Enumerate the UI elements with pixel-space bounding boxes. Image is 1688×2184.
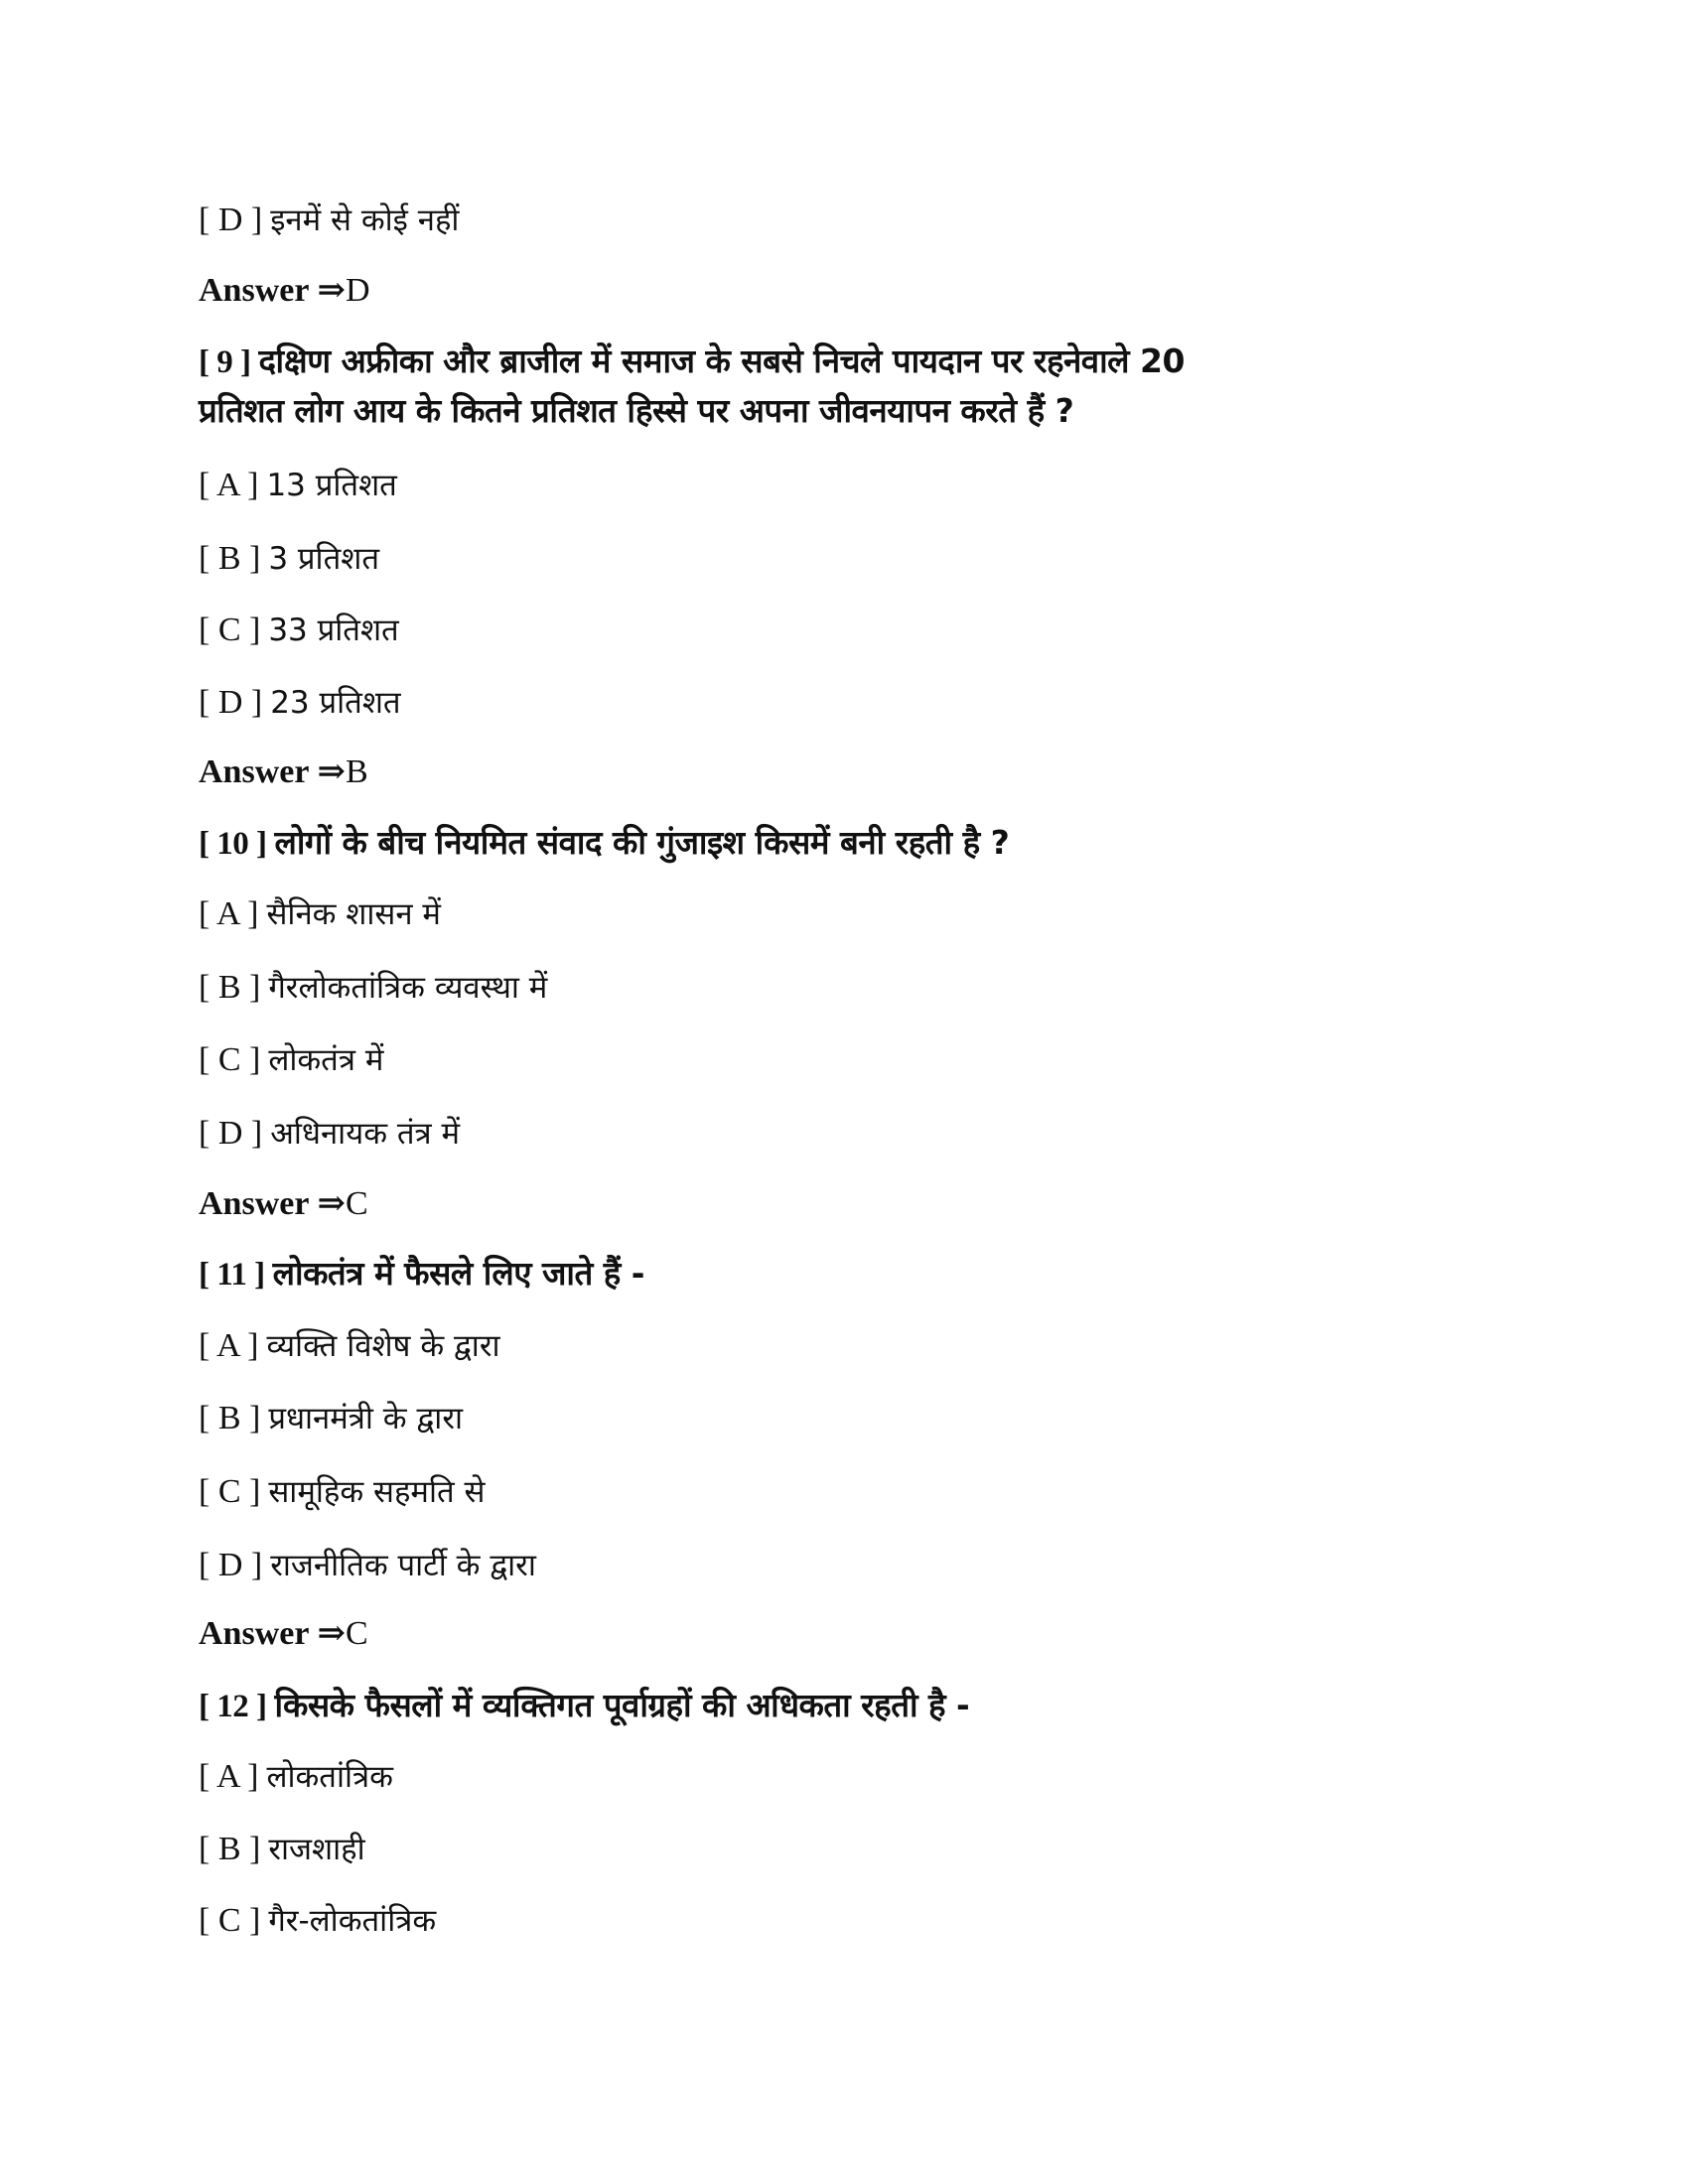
answer-label: Answer (199, 1185, 310, 1222)
option-item (199, 1755, 393, 1799)
question-number: [ 11 ] (199, 1257, 265, 1293)
option-item (199, 892, 441, 936)
option-text: व्यक्ति विशेष के द्वारा (266, 1328, 500, 1364)
option-tag: [ C ] (199, 612, 261, 648)
option-tag: [ B ] (199, 540, 261, 577)
answer-label: Answer (199, 1615, 310, 1652)
answer-label: Answer (199, 272, 310, 309)
answer-line (199, 1612, 368, 1656)
answer-value: C (345, 1615, 368, 1652)
question-text: प्रतिशत लोग आय के कितने प्रतिशत हिस्से पर अपना जीवनयापन करते हैं ? (199, 391, 1074, 430)
question-9-title-cont (199, 389, 1073, 433)
option-tag: [ C ] (199, 1902, 261, 1939)
option-text: गैरलोकतांत्रिक व्यवस्था में (268, 970, 548, 1006)
option-tag: [ A ] (199, 895, 259, 932)
option-text: प्रधानमंत्री के द्वारा (268, 1401, 464, 1436)
question-text: किसके फैसलों में व्यक्तिगत पूर्वाग्रहों की अधिकता रहती है - (274, 1686, 970, 1724)
double-arrow-icon: ⇒ (317, 1185, 346, 1222)
option-item (199, 1038, 383, 1082)
option-tag: [ B ] (199, 969, 261, 1006)
question-number: [ 9 ] (199, 344, 251, 380)
option-item (199, 1470, 485, 1514)
question-12-title (199, 1684, 969, 1728)
option-tag: [ C ] (199, 1473, 261, 1510)
answer-value: C (345, 1185, 368, 1222)
option-item (199, 1324, 500, 1368)
option-text: अधिनायक तंत्र में (270, 1116, 461, 1152)
option-tag: [ D ] (199, 1547, 263, 1583)
option-item (199, 966, 547, 1010)
option-item (199, 609, 399, 652)
question-text: लोकतंत्र में फैसले लिए जाते हैं - (272, 1254, 644, 1293)
answer-line (199, 1182, 368, 1226)
option-item (199, 1899, 436, 1943)
option-text: इनमें से कोई नहीं (270, 203, 460, 238)
option-item (199, 537, 379, 581)
option-text: सामूहिक सहमति से (268, 1474, 486, 1510)
option-item (199, 1828, 365, 1871)
question-text: दक्षिण अफ्रीका और ब्राजील में समाज के सबसे निचले पायदान पर रहनेवाले 20 (258, 341, 1185, 380)
double-arrow-icon: ⇒ (317, 753, 346, 790)
question-11-title (199, 1252, 644, 1297)
option-text: राजशाही (268, 1832, 365, 1867)
option-text: 13 प्रतिशत (266, 468, 397, 503)
option-item (199, 1112, 460, 1156)
option-tag: [ D ] (199, 1115, 263, 1152)
answer-line (199, 751, 368, 794)
option-text: गैर-लोकतांत्रिक (268, 1903, 437, 1939)
option-tag: [ C ] (199, 1041, 261, 1078)
option-tag: [ D ] (199, 684, 263, 721)
option-text: 23 प्रतिशत (270, 685, 401, 721)
double-arrow-icon: ⇒ (317, 272, 346, 309)
option-tag: [ A ] (199, 467, 259, 503)
double-arrow-icon: ⇒ (317, 1615, 346, 1652)
option-tag: [ D ] (199, 202, 263, 238)
option-text: 3 प्रतिशत (268, 541, 379, 577)
option-item (199, 1397, 463, 1440)
question-text: लोगों के बीच नियमित संवाद की गुंजाइश किसमें बनी रहती है ? (274, 823, 1010, 862)
option-item (199, 1544, 536, 1587)
question-number: [ 12 ] (199, 1689, 267, 1724)
answer-label: Answer (199, 753, 310, 790)
option-text: राजनीतिक पार्टी के द्वारा (270, 1548, 536, 1583)
option-tag: [ A ] (199, 1327, 259, 1364)
option-item (199, 199, 459, 242)
answer-value: D (345, 272, 370, 309)
option-text: लोकतांत्रिक (266, 1759, 393, 1795)
answer-value: B (345, 753, 368, 790)
option-tag: [ A ] (199, 1758, 259, 1795)
option-text: लोकतंत्र में (268, 1042, 384, 1078)
option-item (199, 681, 401, 725)
option-tag: [ B ] (199, 1400, 261, 1436)
option-item (199, 464, 397, 507)
question-10-title (199, 821, 1009, 866)
option-text: 33 प्रतिशत (268, 613, 399, 648)
answer-line (199, 269, 370, 313)
option-tag: [ B ] (199, 1831, 261, 1867)
question-9-title (199, 340, 1185, 384)
question-number: [ 10 ] (199, 826, 267, 862)
option-text: सैनिक शासन में (266, 896, 441, 932)
